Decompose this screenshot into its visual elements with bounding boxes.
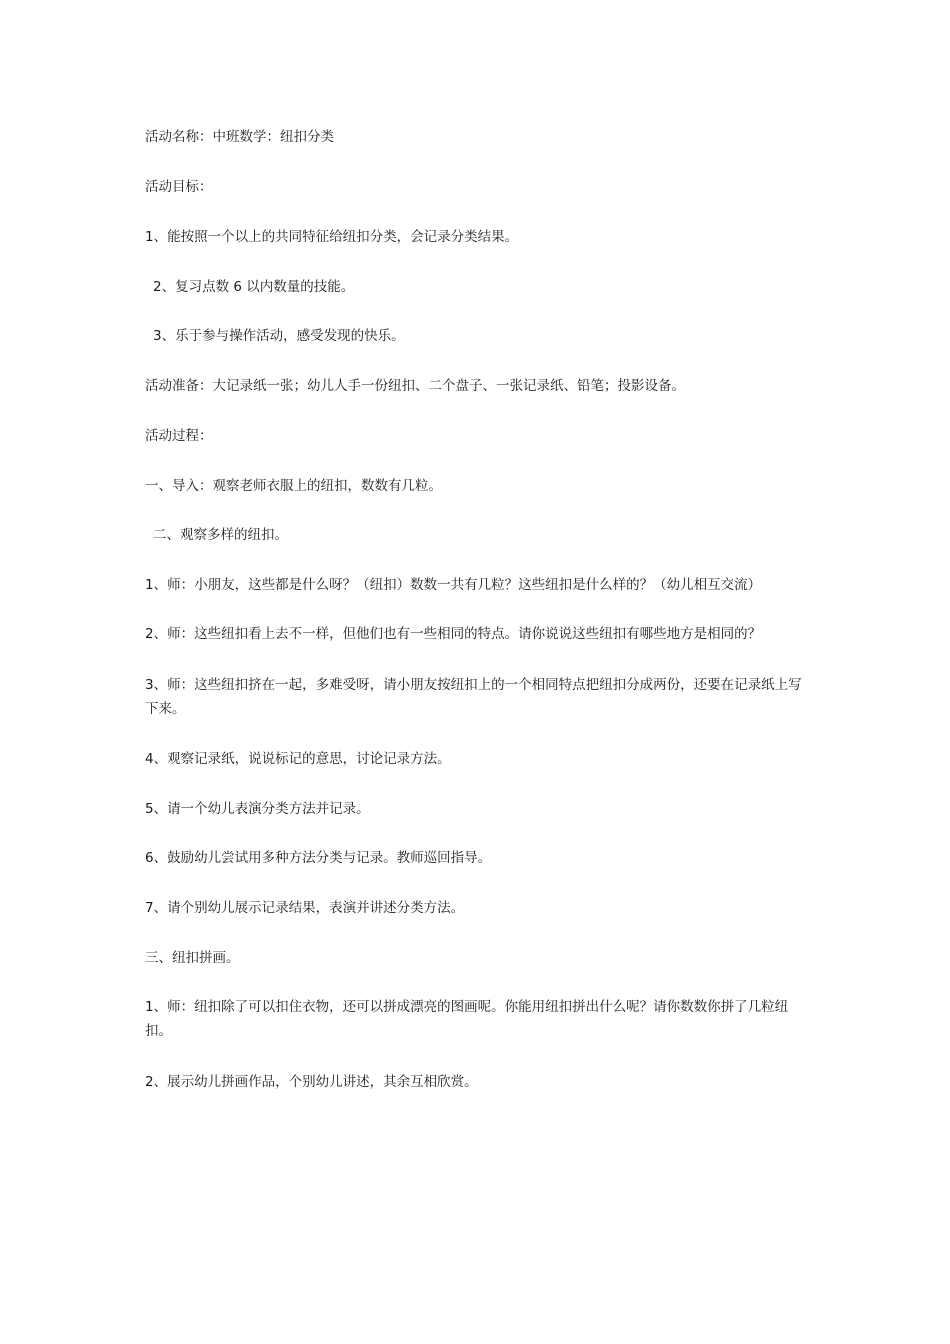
section-heading: 一、导入：观察老师衣服上的纽扣，数数有几粒。 bbox=[145, 478, 442, 494]
section-heading: 二、观察多样的纽扣。 bbox=[153, 527, 288, 543]
goal-item: 3、乐于参与操作活动，感受发现的快乐。 bbox=[153, 328, 405, 344]
list-item: 1、师：小朋友，这些都是什么呀？（纽扣）数数一共有几粒？这些纽扣是什么样的？（幼儿相互交流） bbox=[145, 577, 762, 593]
list-item: 6、鼓励幼儿尝试用多种方法分类与记录。教师巡回指导。 bbox=[145, 850, 492, 866]
goal-item: 1、能按照一个以上的共同特征给纽扣分类，会记录分类结果。 bbox=[145, 229, 519, 245]
list-item: 4、观察记录纸，说说标记的意思，讨论记录方法。 bbox=[145, 751, 451, 767]
list-item: 1、师：纽扣除了可以扣住衣物，还可以拼成漂亮的图画呢。你能用纽扣拼出什么呢？请你数数你拼了几粒纽扣。 bbox=[145, 999, 789, 1039]
list-item: 5、请一个幼儿表演分类方法并记录。 bbox=[145, 801, 370, 817]
goal-item: 2、复习点数 6 以内数量的技能。 bbox=[153, 279, 355, 295]
list-item: 2、师：这些纽扣看上去不一样，但他们也有一些相同的特点。请你说说这些纽扣有哪些地方是相同的？ bbox=[145, 626, 762, 642]
list-item: 2、展示幼儿拼画作品，个别幼儿讲述，其余互相欣赏。 bbox=[145, 1074, 478, 1090]
process-heading: 活动过程： bbox=[145, 428, 213, 444]
list-item: 3、师：这些纽扣挤在一起，多难受呀，请小朋友按纽扣上的一个相同特点把纽扣分成两份，还要在记录纸上写下来。 bbox=[145, 677, 802, 717]
goals-heading: 活动目标： bbox=[145, 179, 213, 195]
list-item: 7、请个别幼儿展示记录结果，表演并讲述分类方法。 bbox=[145, 900, 465, 916]
preparation: 活动准备：大记录纸一张；幼儿人手一份纽扣、二个盘子、一张记录纸、铅笔；投影设备。 bbox=[145, 378, 685, 394]
section-heading: 三、纽扣拼画。 bbox=[145, 950, 240, 966]
activity-name: 活动名称：中班数学：纽扣分类 bbox=[145, 129, 334, 145]
